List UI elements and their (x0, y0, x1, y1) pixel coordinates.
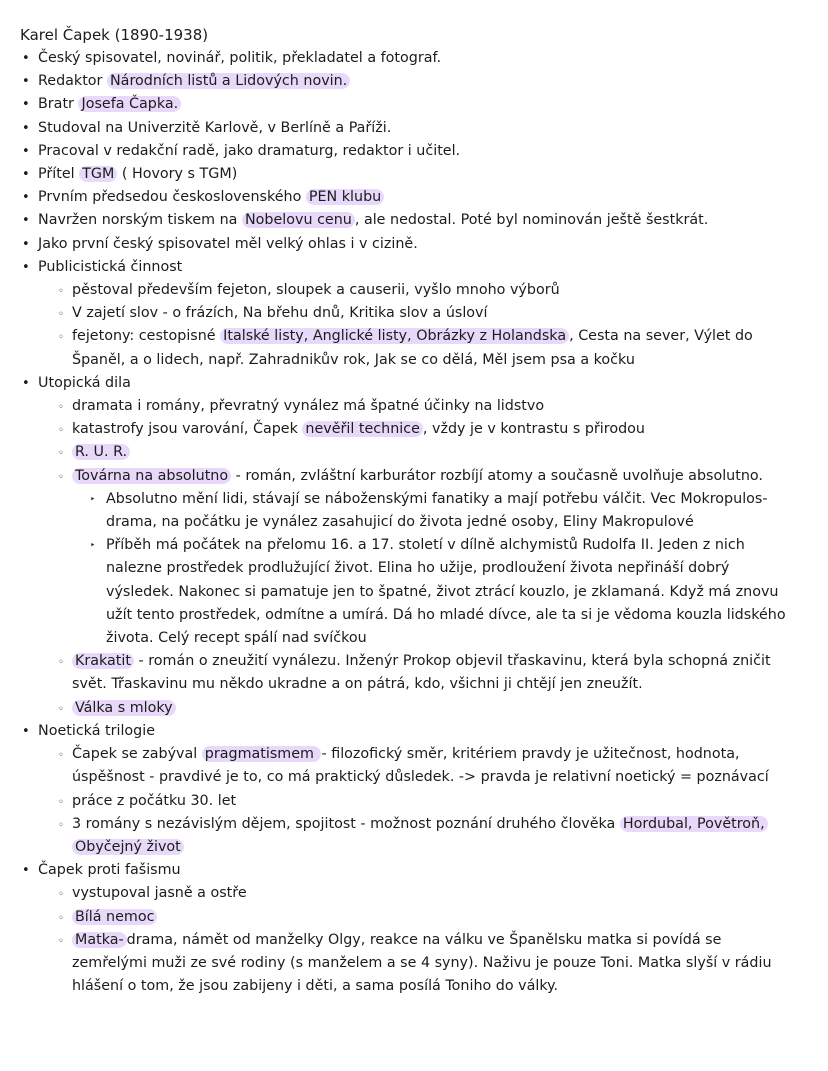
bullet-dot-icon: • (22, 97, 30, 113)
list-item-continuation (20, 581, 828, 604)
list-item-text: - román o zneužití vynálezu. Inženýr Prokop objevil třaskavinu, která byla schopná zničit (134, 653, 771, 670)
list-item-text: Přítel (38, 166, 80, 183)
list-item-text: Navržen norským tiskem na (38, 212, 242, 229)
list-item-text: zemřelými muži ze své rodiny (s manželem a se 4 syny). Naživu je pouze Toni. Matka slyší v rádiu (72, 954, 772, 971)
list-item (20, 70, 828, 93)
list-item-continuation (20, 836, 828, 859)
bullet-circle-icon: ◦ (58, 332, 64, 344)
highlighted-text: Obyčejný život (72, 839, 184, 855)
highlighted-text: Krakatit (72, 653, 134, 669)
list-item (20, 929, 828, 952)
list-item-text: života. Celý recept spálí nad svíčkou (106, 630, 367, 647)
page-title: Karel Čapek (1890-1938) (20, 26, 209, 44)
bullet-circle-icon: ◦ (58, 286, 64, 298)
highlighted-text: Válka s mloky (72, 700, 176, 716)
highlighted-text: Matka- (72, 932, 127, 948)
highlighted-text: PEN klubu (306, 189, 384, 205)
list-item-text: , ale nedostal. Poté byl nominován ještě šestkrát. (354, 212, 709, 229)
list-item (20, 186, 828, 209)
highlighted-text: pragmatismem (202, 746, 322, 762)
list-item-text: - filozofický směr, kritériem pravdy je užitečnost, hodnota, (321, 746, 740, 763)
bullet-circle-icon: ◦ (58, 402, 64, 414)
list-item-continuation (20, 557, 828, 580)
list-item-text: Noetická trilogie (38, 722, 156, 739)
list-item (20, 813, 828, 836)
highlighted-text: Josefa Čapka. (78, 96, 181, 112)
highlighted-text: R. U. R. (72, 444, 130, 460)
list-item-continuation (20, 511, 828, 534)
list-item-text: Čapek se zabýval (72, 746, 202, 763)
bullet-list (20, 47, 828, 998)
list-item-text: Český spisovatel, novinář, politik, překladatel a fotograf. (38, 50, 442, 66)
list-item (20, 743, 828, 766)
bullet-circle-icon: ◦ (58, 471, 64, 483)
list-item-continuation (20, 349, 828, 372)
bullet-dot-icon: • (22, 236, 30, 252)
list-item-text: Publicistická činnost (38, 258, 183, 275)
list-item (20, 697, 828, 720)
list-item (20, 395, 828, 418)
list-item-text: práce z počátku 30. let (72, 792, 237, 809)
highlighted-text: Národních listů a Lidových novin. (107, 73, 350, 89)
bullet-triangle-icon: ‣ (90, 541, 96, 552)
bullet-dot-icon: • (22, 375, 30, 391)
list-item-text: V zajetí slov - o frázích, Na břehu dnů, Kritika slov a úsloví (72, 305, 488, 322)
bullet-circle-icon: ◦ (58, 912, 64, 924)
bullet-triangle-icon: ‣ (90, 494, 96, 505)
list-item-text: užít tento prostředek, odmítne a umírá. Dá ho mladé dívce, ale ta si je vědoma kouzla lidského (106, 606, 786, 623)
list-item-text: Španěl, a o lidech, např. Zahradnikův rok, Jak se co dělá, Měl jsem psa a kočku (72, 351, 635, 368)
list-item-text: vystupoval jasně a ostře (72, 885, 247, 902)
bullet-dot-icon: • (22, 120, 30, 136)
list-item (20, 140, 828, 163)
list-item (20, 418, 828, 441)
list-item-text: 3 romány s nezávislým dějem, spojitost - možnost poznání druhého člověka (72, 815, 620, 832)
list-item-continuation (20, 604, 828, 627)
list-item-text: drama, námět od manželky Olgy, reakce na válku ve Španělsku matka si povídá se (126, 931, 722, 948)
bullet-circle-icon: ◦ (58, 309, 64, 321)
list-item-text: Pracoval v redakční radě, jako dramaturg, redaktor i učitel. (38, 142, 461, 159)
list-item-text: Absolutno mění lidi, stávají se náboženskými fanatiky a mají potřebu válčit. Vec Mokropulos- (106, 490, 768, 507)
list-item-text: Prvním předsedou československého (38, 189, 306, 206)
bullet-circle-icon: ◦ (58, 448, 64, 460)
list-item (20, 906, 828, 929)
list-item (20, 209, 828, 232)
list-item-text: ( Hovory s TGM) (117, 166, 238, 183)
list-item-text: , vždy je v kontrastu s přirodou (422, 421, 645, 438)
list-item-continuation (20, 952, 828, 975)
list-item-text: Studoval na Univerzitě Karlově, v Berlíně a Paříži. (38, 119, 392, 136)
bullet-dot-icon: • (22, 143, 30, 159)
list-item-text: Bratr (38, 96, 79, 113)
list-item-text: Čapek proti fašismu (38, 862, 181, 879)
list-item (20, 465, 828, 488)
highlighted-text: Hordubal, Povětroň, (620, 816, 768, 832)
list-item-text: pěstoval především fejeton, sloupek a causerii, vyšlo mnoho výborů (72, 282, 560, 299)
bullet-circle-icon: ◦ (58, 703, 64, 715)
bullet-dot-icon: • (22, 74, 30, 90)
list-item (20, 163, 828, 186)
bullet-dot-icon: • (22, 723, 30, 739)
bullet-circle-icon: ◦ (58, 889, 64, 901)
bullet-circle-icon: ◦ (58, 935, 64, 947)
list-item-text: Příběh má počátek na přelomu 16. a 17. století v dílně alchymistů Rudolfa II. Jeden z nich (106, 537, 745, 554)
list-item (20, 117, 828, 140)
list-item-text: fejetony: cestopisné (72, 328, 221, 345)
list-item (20, 534, 828, 557)
bullet-circle-icon: ◦ (58, 657, 64, 669)
list-item-text: výsledek. Nakonec si pamatuje jen to špatné, život ztrácí kouzlo, je zklamaná. Když má znovu (106, 583, 779, 600)
list-item-text: , Cesta na sever, Výlet do (569, 328, 753, 345)
bullet-dot-icon: • (22, 51, 30, 66)
list-item-text: dramata i romány, převratný vynález má špatné účinky na lidstvo (72, 398, 545, 415)
list-item-text: Utopická dila (38, 374, 131, 391)
list-item (20, 302, 828, 325)
list-item (20, 650, 828, 673)
list-item (20, 47, 828, 70)
list-item (20, 233, 828, 256)
list-item (20, 488, 828, 511)
highlighted-text: TGM (79, 166, 117, 182)
list-item-text: svět. Třaskavinu mu někdo ukradne a on pátrá, kdo, všichni ji chtějí jen zneužít. (72, 676, 643, 693)
bullet-circle-icon: ◦ (58, 796, 64, 808)
highlighted-text: Bílá nemoc (72, 909, 157, 925)
list-item-continuation (20, 673, 828, 696)
list-item-text: Jako první český spisovatel měl velký ohlas i v cizině. (38, 235, 418, 252)
bullet-dot-icon: • (22, 259, 30, 275)
list-item-text: úspěšnost - pravdivé je to, co má praktický důsledek. -> pravda je relativní noetický = poznávací (72, 769, 769, 786)
list-item (20, 279, 828, 302)
bullet-circle-icon: ◦ (58, 819, 64, 831)
list-item (20, 441, 828, 464)
highlighted-text: nevěřil technice (302, 421, 423, 437)
list-item-continuation (20, 975, 828, 998)
bullet-dot-icon: • (22, 213, 30, 229)
list-item-text: Redaktor (38, 73, 107, 90)
list-item (20, 720, 828, 743)
list-item (20, 790, 828, 813)
list-item (20, 256, 828, 279)
bullet-circle-icon: ◦ (58, 425, 64, 437)
bullet-dot-icon: • (22, 863, 30, 879)
list-item-text: nalezne prostředek prodlužující život. Elina ho užije, prodloužení života nepřináší dobrý (106, 560, 730, 577)
bullet-circle-icon: ◦ (58, 750, 64, 762)
list-item-text: hlášení o tom, že jsou zabijeny i děti, a sama posílá Toniho do války. (72, 978, 559, 995)
list-item (20, 325, 828, 348)
bullet-dot-icon: • (22, 190, 30, 206)
list-item-text: drama, na počátku je vynález zasahujicí do života jedné osoby, Eliny Makropulové (106, 514, 694, 531)
list-item (20, 93, 828, 116)
list-item-text: - román, zvláštní karburátor rozbíjí atomy a současně uvolňuje absolutno. (231, 467, 763, 484)
list-item (20, 859, 828, 882)
bullet-dot-icon: • (22, 167, 30, 183)
list-item-text: katastrofy jsou varování, Čapek (72, 421, 303, 438)
highlighted-text: Továrna na absolutno (72, 468, 231, 484)
highlighted-text: Italské listy, Anglické listy, Obrázky z Holandska (220, 328, 569, 344)
list-item (20, 882, 828, 905)
list-item-continuation (20, 627, 828, 650)
list-item (20, 372, 828, 395)
highlighted-text: Nobelovu cenu (242, 212, 355, 228)
list-item-continuation (20, 766, 828, 789)
